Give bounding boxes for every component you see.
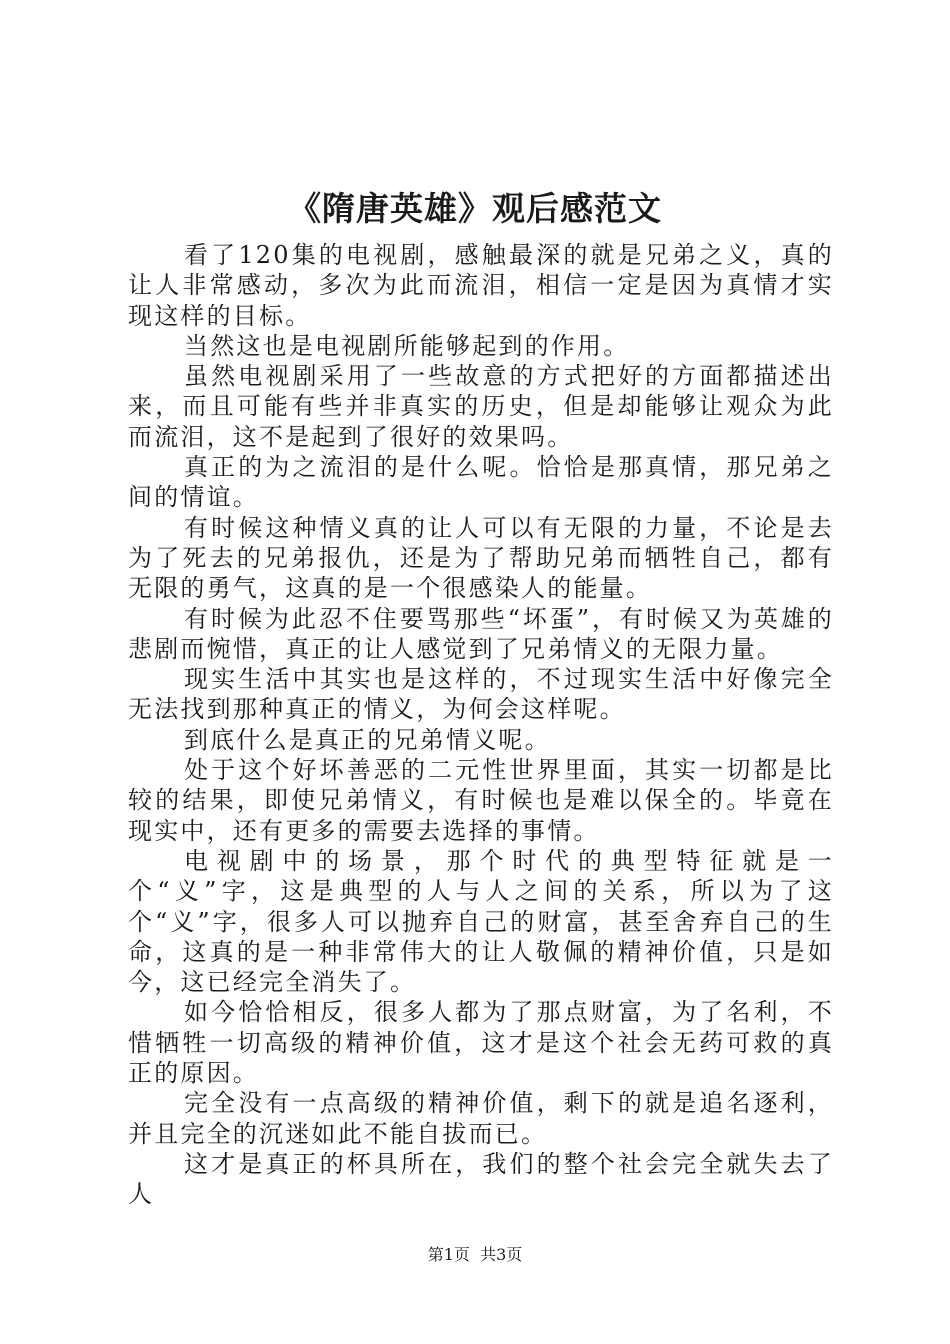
paragraph: 当然这也是电视剧所能够起到的作用。: [184, 331, 630, 360]
paragraph: 到底什么是真正的兄弟情义呢。: [184, 725, 551, 754]
page-number: 第1页: [427, 1245, 470, 1264]
paragraph: 处于这个好坏善恶的二元性世界里面，其实一切都是比较的结果，即使兄弟情义，有时候也是难以保全的。毕竟在现实中，还有更多的需要去选择的事情。: [128, 756, 834, 845]
paragraph: 完全没有一点高级的精神价值，剩下的就是追名逐利，并且完全的沉迷如此不能自拔而已。: [128, 1089, 834, 1148]
paragraph: 如今恰恰相反，很多人都为了那点财富，为了名利，不惜牺牲一切高级的精神价值，这才是这个社会无药可救的真正的原因。: [128, 998, 834, 1088]
paragraph: 现实生活中其实也是这样的，不过现实生活中好像完全无法找到那种真正的情义，为何会这样呢。: [128, 665, 834, 724]
paragraph: 有时候为此忍不住要骂那些“坏蛋”，有时候又为英雄的悲剧而惋惜，真正的让人感觉到了兄弟情义的无限力量。: [128, 604, 834, 663]
paragraph: 虽然电视剧采用了一些故意的方式把好的方面都描述出来，而且可能有些并非真实的历史，但是却能够让观众为此而流泪，这不是起到了很好的效果吗。: [128, 362, 834, 451]
paragraph: 这才是真正的杯具所在，我们的整个社会完全就失去了人: [128, 1149, 834, 1209]
page-footer: [0, 1244, 950, 1266]
paragraph: 电视剧中的场景，那个时代的典型特征就是一个“义”字，这是典型的人与人之间的关系，所以为了这个“义”字，很多人可以抛弃自己的财富，甚至舍弃自己的生命，这真的是一种非常伟大的让人敬佩的精神价值，只是如今，这已经完全消失了。: [128, 846, 834, 997]
paragraph: 真正的为之流泪的是什么呢。恰恰是那真情，那兄弟之间的情谊。: [128, 453, 834, 512]
paragraph: 有时候这种情义真的让人可以有无限的力量，不论是去为了死去的兄弟报仇，还是为了帮助兄弟而牺牲自己，都有无限的勇气，这真的是一个很感染人的能量。: [128, 513, 834, 603]
page-total: 共3页: [480, 1245, 523, 1264]
document-title: 《隋唐英雄》观后感范文: [288, 189, 662, 228]
document-body: [128, 240, 834, 1210]
paragraph: 看了120集的电视剧，感触最深的就是兄弟之义，真的让人非常感动，多次为此而流泪，相信一定是因为真情才实现这样的目标。: [128, 241, 834, 330]
